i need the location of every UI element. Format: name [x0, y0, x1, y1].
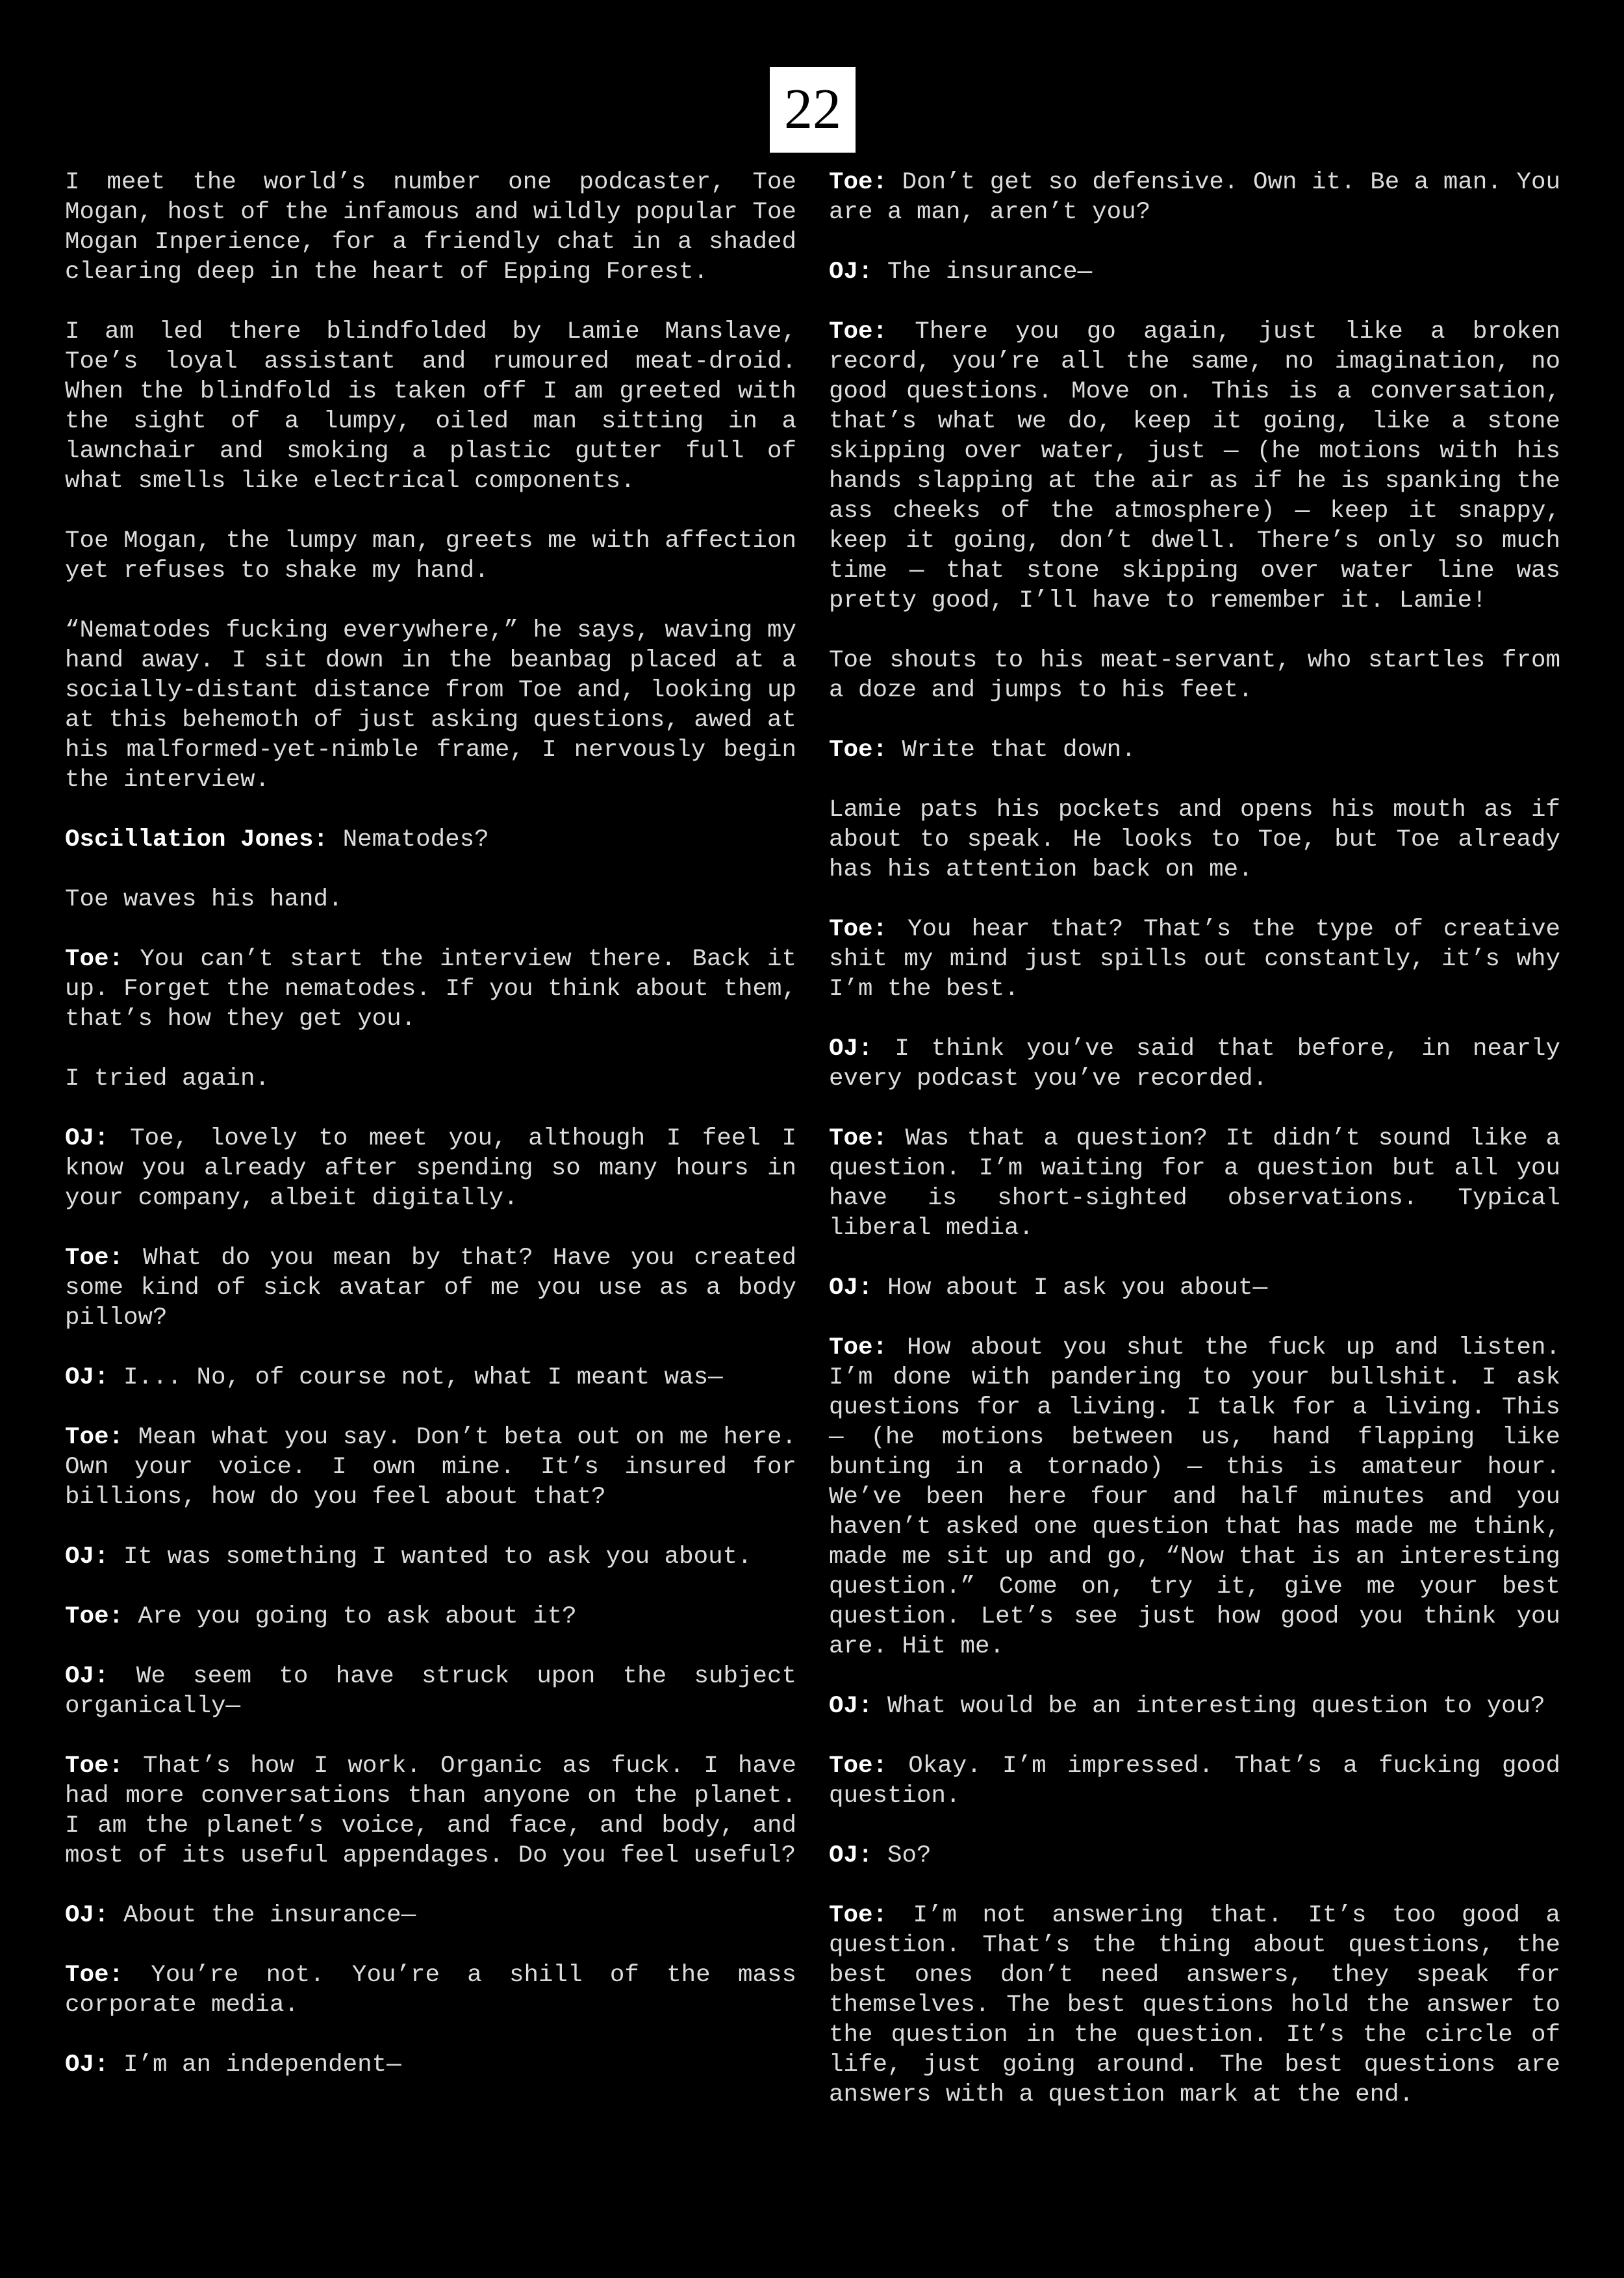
paragraph-text: Mean what you say. Don’t beta out on me here. Own your voice. I own mine. It’s insured for billions, how do you feel about that? — [65, 1424, 796, 1511]
paragraph-text: Toe shouts to his meat-servant, who startles from a doze and jumps to his feet. — [829, 647, 1560, 704]
paragraph-text: You can’t start the interview there. Back it up. Forget the nematodes. If you think about them, that’s how they get you. — [65, 946, 796, 1033]
dialogue-paragraph — [829, 257, 1560, 287]
paragraph-text: So? — [872, 1842, 932, 1869]
left-column — [65, 168, 796, 2110]
paragraph-text: The insurance— — [872, 259, 1093, 286]
paragraph-text: What would be an interesting question to you? — [872, 1693, 1545, 1720]
page-number: 22 — [770, 67, 856, 153]
dialogue-paragraph — [829, 1841, 1560, 1871]
paragraph-text: Toe, lovely to meet you, although I feel I know you already after spending so many hours in your company, albeit digitally. — [65, 1125, 796, 1212]
speaker-label: OJ: — [65, 1663, 109, 1690]
dialogue-paragraph — [65, 1542, 796, 1572]
dialogue-paragraph — [829, 1691, 1560, 1721]
narration-paragraph — [65, 616, 796, 795]
speaker-label: Toe: — [829, 318, 888, 346]
paragraph-text: I think you’ve said that before, in nearly every podcast you’ve recorded. — [829, 1035, 1560, 1093]
dialogue-paragraph — [65, 2050, 796, 2080]
paragraph-text: Are you going to ask about it? — [123, 1603, 577, 1630]
paragraph-text: You’re not. You’re a shill of the mass corporate media. — [65, 1962, 796, 2019]
narration-paragraph — [65, 1064, 796, 1094]
dialogue-paragraph — [65, 1423, 796, 1512]
dialogue-paragraph — [829, 1901, 1560, 2110]
paragraph-text: How about you shut the fuck up and listen. I’m done with pandering to your bullshit. I ask questions for a living. I talk for a living. This — (he motions between us, hand flapping like bunting in a tornado) — this is amateur hour. We’ve been here four and half minutes and you haven’t asked one question that has made me think, made me sit up and go, “Now that is an interesting question.” Come on, try it, give me your best question. Let’s see just how good you think you are. Hit me. — [829, 1334, 1560, 1660]
dialogue-paragraph — [65, 1243, 796, 1333]
paragraph-text: Okay. I’m impressed. That’s a fucking good question. — [829, 1753, 1560, 1810]
paragraph-text: Write that down. — [887, 737, 1136, 764]
speaker-label: Toe: — [829, 1753, 888, 1780]
paragraph-text: That’s how I work. Organic as fuck. I have had more conversations than anyone on the planet. I am the planet’s voice, and face, and body, and most of its useful appendages. Do you feel useful? — [65, 1753, 796, 1869]
speaker-label: Toe: — [65, 1962, 124, 1989]
paragraph-text: What do you mean by that? Have you created some kind of sick avatar of me you use as a body pillow? — [65, 1245, 796, 1332]
speaker-label: Toe: — [65, 1424, 124, 1451]
paragraph-text: I meet the world’s number one podcaster, Toe Mogan, host of the infamous and wildly popular Toe Mogan Inperience, for a friendly chat in a shaded clearing deep in the heart of Epping Forest. — [65, 169, 796, 286]
speaker-label: Toe: — [829, 1334, 888, 1361]
speaker-label: Toe: — [65, 1753, 124, 1780]
dialogue-paragraph — [65, 1662, 796, 1721]
paragraph-text: We seem to have struck upon the subject organically— — [65, 1663, 796, 1720]
paragraph-text: Toe waves his hand. — [65, 886, 343, 913]
speaker-label: Toe: — [65, 1603, 124, 1630]
paragraph-text: Was that a question? It didn’t sound like a question. I’m waiting for a question but all you have is short-sighted observations. Typical liberal media. — [829, 1125, 1560, 1242]
speaker-label: Toe: — [65, 946, 124, 973]
paragraph-text: I’m an independent— — [108, 2051, 401, 2079]
dialogue-paragraph — [65, 825, 796, 855]
speaker-label: Toe: — [65, 1245, 124, 1272]
speaker-label: OJ: — [65, 1902, 109, 1929]
right-column — [829, 168, 1560, 2140]
speaker-label: Toe: — [829, 169, 888, 196]
dialogue-paragraph — [829, 1273, 1560, 1303]
speaker-label: Toe: — [829, 1902, 888, 1929]
dialogue-paragraph — [829, 915, 1560, 1004]
dialogue-paragraph — [829, 1124, 1560, 1243]
paragraph-text: There you go again, just like a broken record, you’re all the same, no imagination, no good questions. Move on. This is a conversation, that’s what we do, keep it going, like a stone skipping over water, just — (he motions with his hands slapping at the air as if he is spanking the ass cheeks of the atmosphere) — keep it snappy, keep it going, don’t dwell. There’s only so much time — that stone skipping over water line was pretty good, I’ll have to remember it. Lamie! — [829, 318, 1560, 614]
speaker-label: OJ: — [829, 1274, 873, 1302]
speaker-label: OJ: — [829, 1842, 873, 1869]
dialogue-paragraph — [65, 1124, 796, 1213]
speaker-label: Toe: — [829, 737, 888, 764]
speaker-label: OJ: — [65, 1543, 109, 1571]
dialogue-paragraph — [829, 1333, 1560, 1662]
paragraph-text: About the insurance— — [108, 1902, 416, 1929]
paragraph-text: I’m not answering that. It’s too good a question. That’s the thing about questions, the best ones don’t need answers, they speak for themselves. The best questions hold the answer to the question in the question. It’s the circle of life, just going around. The best questions are answers with a question mark at the end. — [829, 1902, 1560, 2108]
dialogue-paragraph — [65, 1960, 796, 2020]
speaker-label: Toe: — [829, 1125, 888, 1152]
paragraph-text: How about I ask you about— — [872, 1274, 1268, 1302]
paragraph-text: Don’t get so defensive. Own it. Be a man. You are a man, aren’t you? — [829, 169, 1560, 226]
speaker-label: Toe: — [829, 916, 888, 943]
dialogue-paragraph — [65, 1751, 796, 1871]
paragraph-text: “Nematodes fucking everywhere,” he says, waving my hand away. I sit down in the beanbag placed at a socially-distant distance from Toe and, looking up at this behemoth of just asking questions, awed at his malformed-yet-nimble frame, I nervously begin the interview. — [65, 617, 796, 794]
paragraph-text: I am led there blindfolded by Lamie Manslave, Toe’s loyal assistant and rumoured meat-droid. When the blindfold is taken off I am greeted with the sight of a lumpy, oiled man sitting in a lawnchair and smoking a plastic gutter full of what smells like electrical components. — [65, 318, 796, 495]
paragraph-text: Nematodes? — [328, 826, 489, 854]
paragraph-text: You hear that? That’s the type of creative shit my mind just spills out constantly, it’s why I’m the best. — [829, 916, 1560, 1003]
paragraph-text: Toe Mogan, the lumpy man, greets me with affection yet refuses to shake my hand. — [65, 527, 796, 585]
dialogue-paragraph — [65, 1901, 796, 1930]
paragraph-text: It was something I wanted to ask you about. — [108, 1543, 752, 1571]
narration-paragraph — [65, 317, 796, 496]
dialogue-paragraph — [829, 168, 1560, 227]
narration-paragraph — [65, 168, 796, 287]
speaker-label: OJ: — [65, 1364, 109, 1391]
dialogue-paragraph — [65, 1363, 796, 1393]
dialogue-paragraph — [65, 944, 796, 1034]
speaker-label: OJ: — [829, 259, 873, 286]
narration-paragraph — [829, 646, 1560, 705]
speaker-label: OJ: — [829, 1035, 873, 1063]
narration-paragraph — [65, 885, 796, 915]
paragraph-text: I tried again. — [65, 1065, 270, 1093]
paragraph-text: Lamie pats his pockets and opens his mouth as if about to speak. He looks to Toe, but Toe already has his attention back on me. — [829, 796, 1560, 883]
paragraph-text: I... No, of course not, what I meant was— — [108, 1364, 723, 1391]
speaker-label: Oscillation Jones: — [65, 826, 329, 854]
dialogue-paragraph — [65, 1602, 796, 1632]
dialogue-paragraph — [829, 1034, 1560, 1094]
speaker-label: OJ: — [65, 2051, 109, 2079]
dialogue-paragraph — [829, 317, 1560, 616]
dialogue-paragraph — [829, 1751, 1560, 1811]
narration-paragraph — [65, 526, 796, 586]
dialogue-paragraph — [829, 735, 1560, 765]
narration-paragraph — [829, 795, 1560, 885]
speaker-label: OJ: — [829, 1693, 873, 1720]
speaker-label: OJ: — [65, 1125, 109, 1152]
